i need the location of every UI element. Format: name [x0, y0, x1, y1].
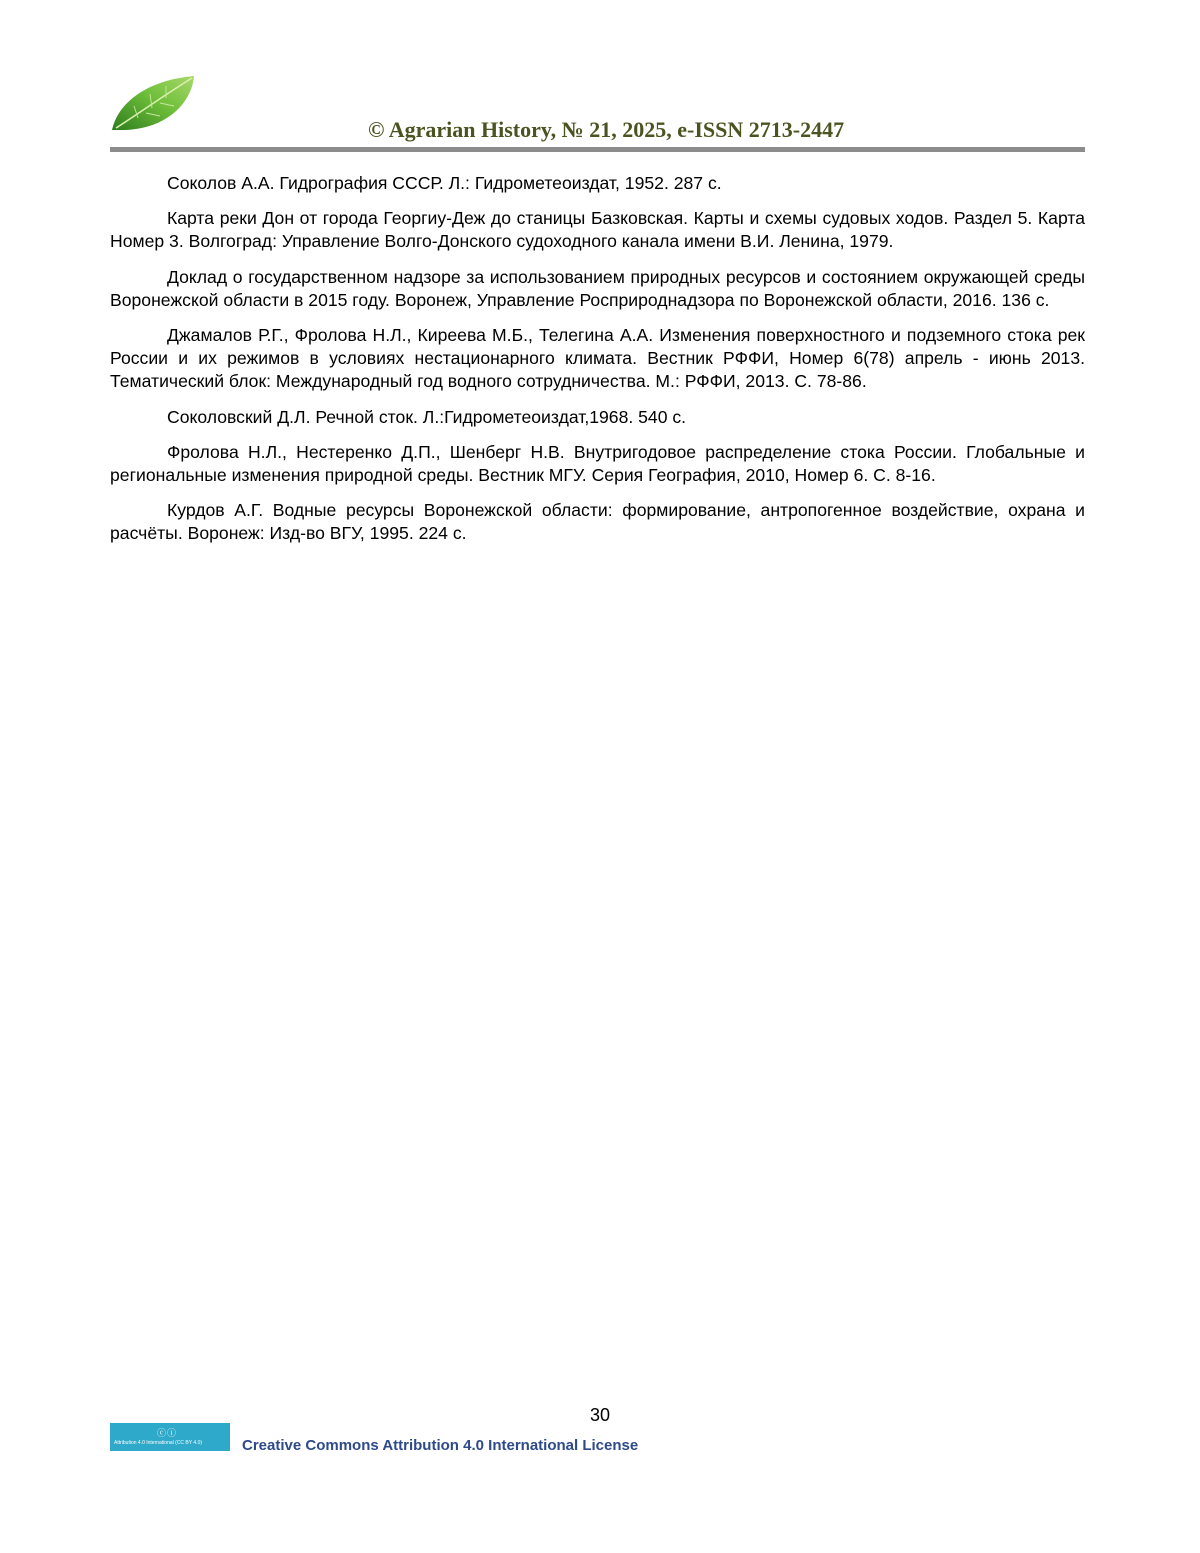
cc-by-badge-icon[interactable]	[110, 1423, 230, 1451]
reference-item: Джамалов Р.Г., Фролова Н.Л., Киреева М.Б., Телегина А.А. Изменения поверхностного и подземного стока рек России и их режимов в условиях нестационарного климата. Вестник РФФИ, Номер 6(78) апрель - июнь 2013. Тематический блок: Международный год водного сотрудничества. М.: РФФИ, 2013. С. 78-86.	[110, 325, 1085, 392]
cc-circles-icon: ⓒⓘ	[157, 1428, 178, 1438]
header-divider	[110, 147, 1085, 152]
reference-item: Соколовский Д.Л. Речной сток. Л.:Гидрометеоиздат,1968. 540 с.	[167, 406, 687, 427]
reference-item: Карта реки Дон от города Георгиу-Деж до станицы Базковская. Карты и схемы судовых ходов. Раздел 5. Карта Номер 3. Волгоград: Управление Волго-Донского судоходного канала имени В.И. Ленина, 1979.	[110, 208, 1085, 252]
journal-title: © Agrarian History, № 21, 2025, e-ISSN 2713-2447	[368, 117, 845, 142]
license-link[interactable]: Creative Commons Attribution 4.0 International License	[242, 1437, 639, 1454]
reference-item: Доклад о государственном надзоре за использованием природных ресурсов и состоянием окружающей среды Воронежской области в 2015 году. Воронеж, Управление Росприроднадзора по Воронежской области, 2016. 136 с.	[110, 266, 1085, 310]
green-leaf-icon	[108, 72, 200, 134]
badge-text: Attribution 4.0 International (CC BY 4.0)	[114, 1440, 203, 1446]
page-number: 30	[589, 1405, 611, 1425]
reference-item: Фролова Н.Л., Нестеренко Д.П., Шенберг Н.В. Внутригодовое распределение стока России. Глобальные и региональные изменения природной среды. Вестник МГУ. Серия География, 2010, Номер 6. С. 8-16.	[110, 441, 1085, 486]
reference-list	[110, 172, 1085, 558]
reference-item: Курдов А.Г. Водные ресурсы Воронежской области: формирование, антропогенное воздействие, охрана и расчёты. Воронеж: Изд-во ВГУ, 1995. 224 с.	[110, 500, 1085, 544]
reference-item: Соколов А.А. Гидрография СССР. Л.: Гидрометеоиздат, 1952. 287 с.	[167, 173, 722, 193]
